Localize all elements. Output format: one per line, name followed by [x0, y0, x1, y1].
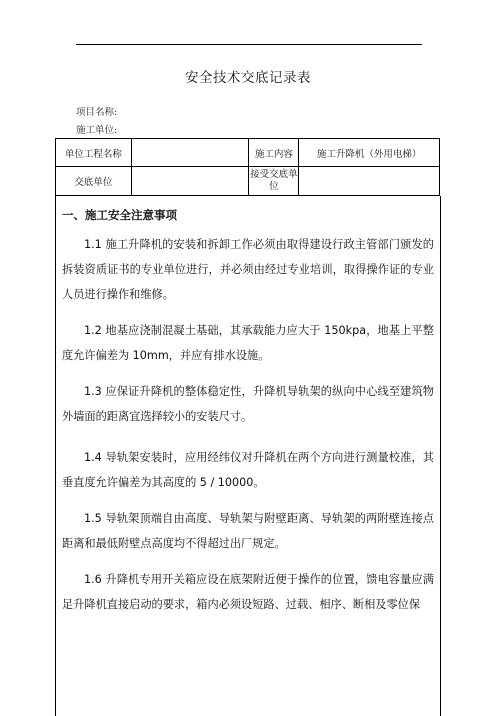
- receiving-unit-label: 接受交底单位: [249, 167, 299, 196]
- disclosing-unit-label: 交底单位: [56, 167, 132, 196]
- paragraph-1-3: 1.3 应保证升降机的整体稳定性，升降机导轨架的纵向中心线至建筑物外墙面的距离宜选择较小的安装尺寸。: [62, 385, 434, 423]
- header-rule: [76, 44, 422, 45]
- table-row: [56, 139, 440, 167]
- unit-project-name-label: 单位工程名称: [56, 139, 132, 167]
- paragraph-1-4: 1.4 导轨架安装时，应用经纬仪对升降机在两个方向进行测量校准，其垂直度允许偏差为其高度的 5 / 10000。: [62, 451, 434, 489]
- section-heading: 一、施工安全注意事项: [62, 208, 177, 222]
- paragraph-1-2: 1.2 地基应浇制混凝土基础，其承载能力应大于 150kpa，地基上平整度允许偏差为 10mm，并应有排水设施。: [62, 324, 434, 362]
- info-table: [55, 138, 440, 196]
- document-title: 安全技术交底记录表: [185, 70, 311, 86]
- construction-content-label: 施工内容: [249, 139, 299, 167]
- disclosing-unit-value: [131, 167, 249, 196]
- unit-project-name-value: [131, 139, 249, 167]
- construction-content-value: 施工升降机（外用电梯）: [299, 139, 440, 167]
- paragraph-1-1: 1.1 施工升降机的安装和拆卸工作必须由取得建设行政主管部门颁发的拆装资质证书的专业单位进行，并必须由经过专业培训，取得操作证的专业人员进行操作和维修。: [62, 238, 434, 301]
- construction-unit-label: 施工单位:: [76, 125, 118, 136]
- paragraph-1-6: 1.6 升降机专用开关箱应设在底架附近便于操作的位置，馈电容量应满足升降机直接启动的要求，箱内必须设短路、过载、相序、断相及零位保: [62, 573, 434, 611]
- receiving-unit-value: [299, 167, 440, 196]
- paragraph-1-5: 1.5 导轨架顶端自由高度、导轨架与附壁距离、导轨架的两附壁连接点距离和最低附壁点高度均不得超过出厂规定。: [62, 512, 434, 550]
- table-row: [56, 167, 440, 196]
- project-name-label: 项目名称:: [76, 107, 118, 118]
